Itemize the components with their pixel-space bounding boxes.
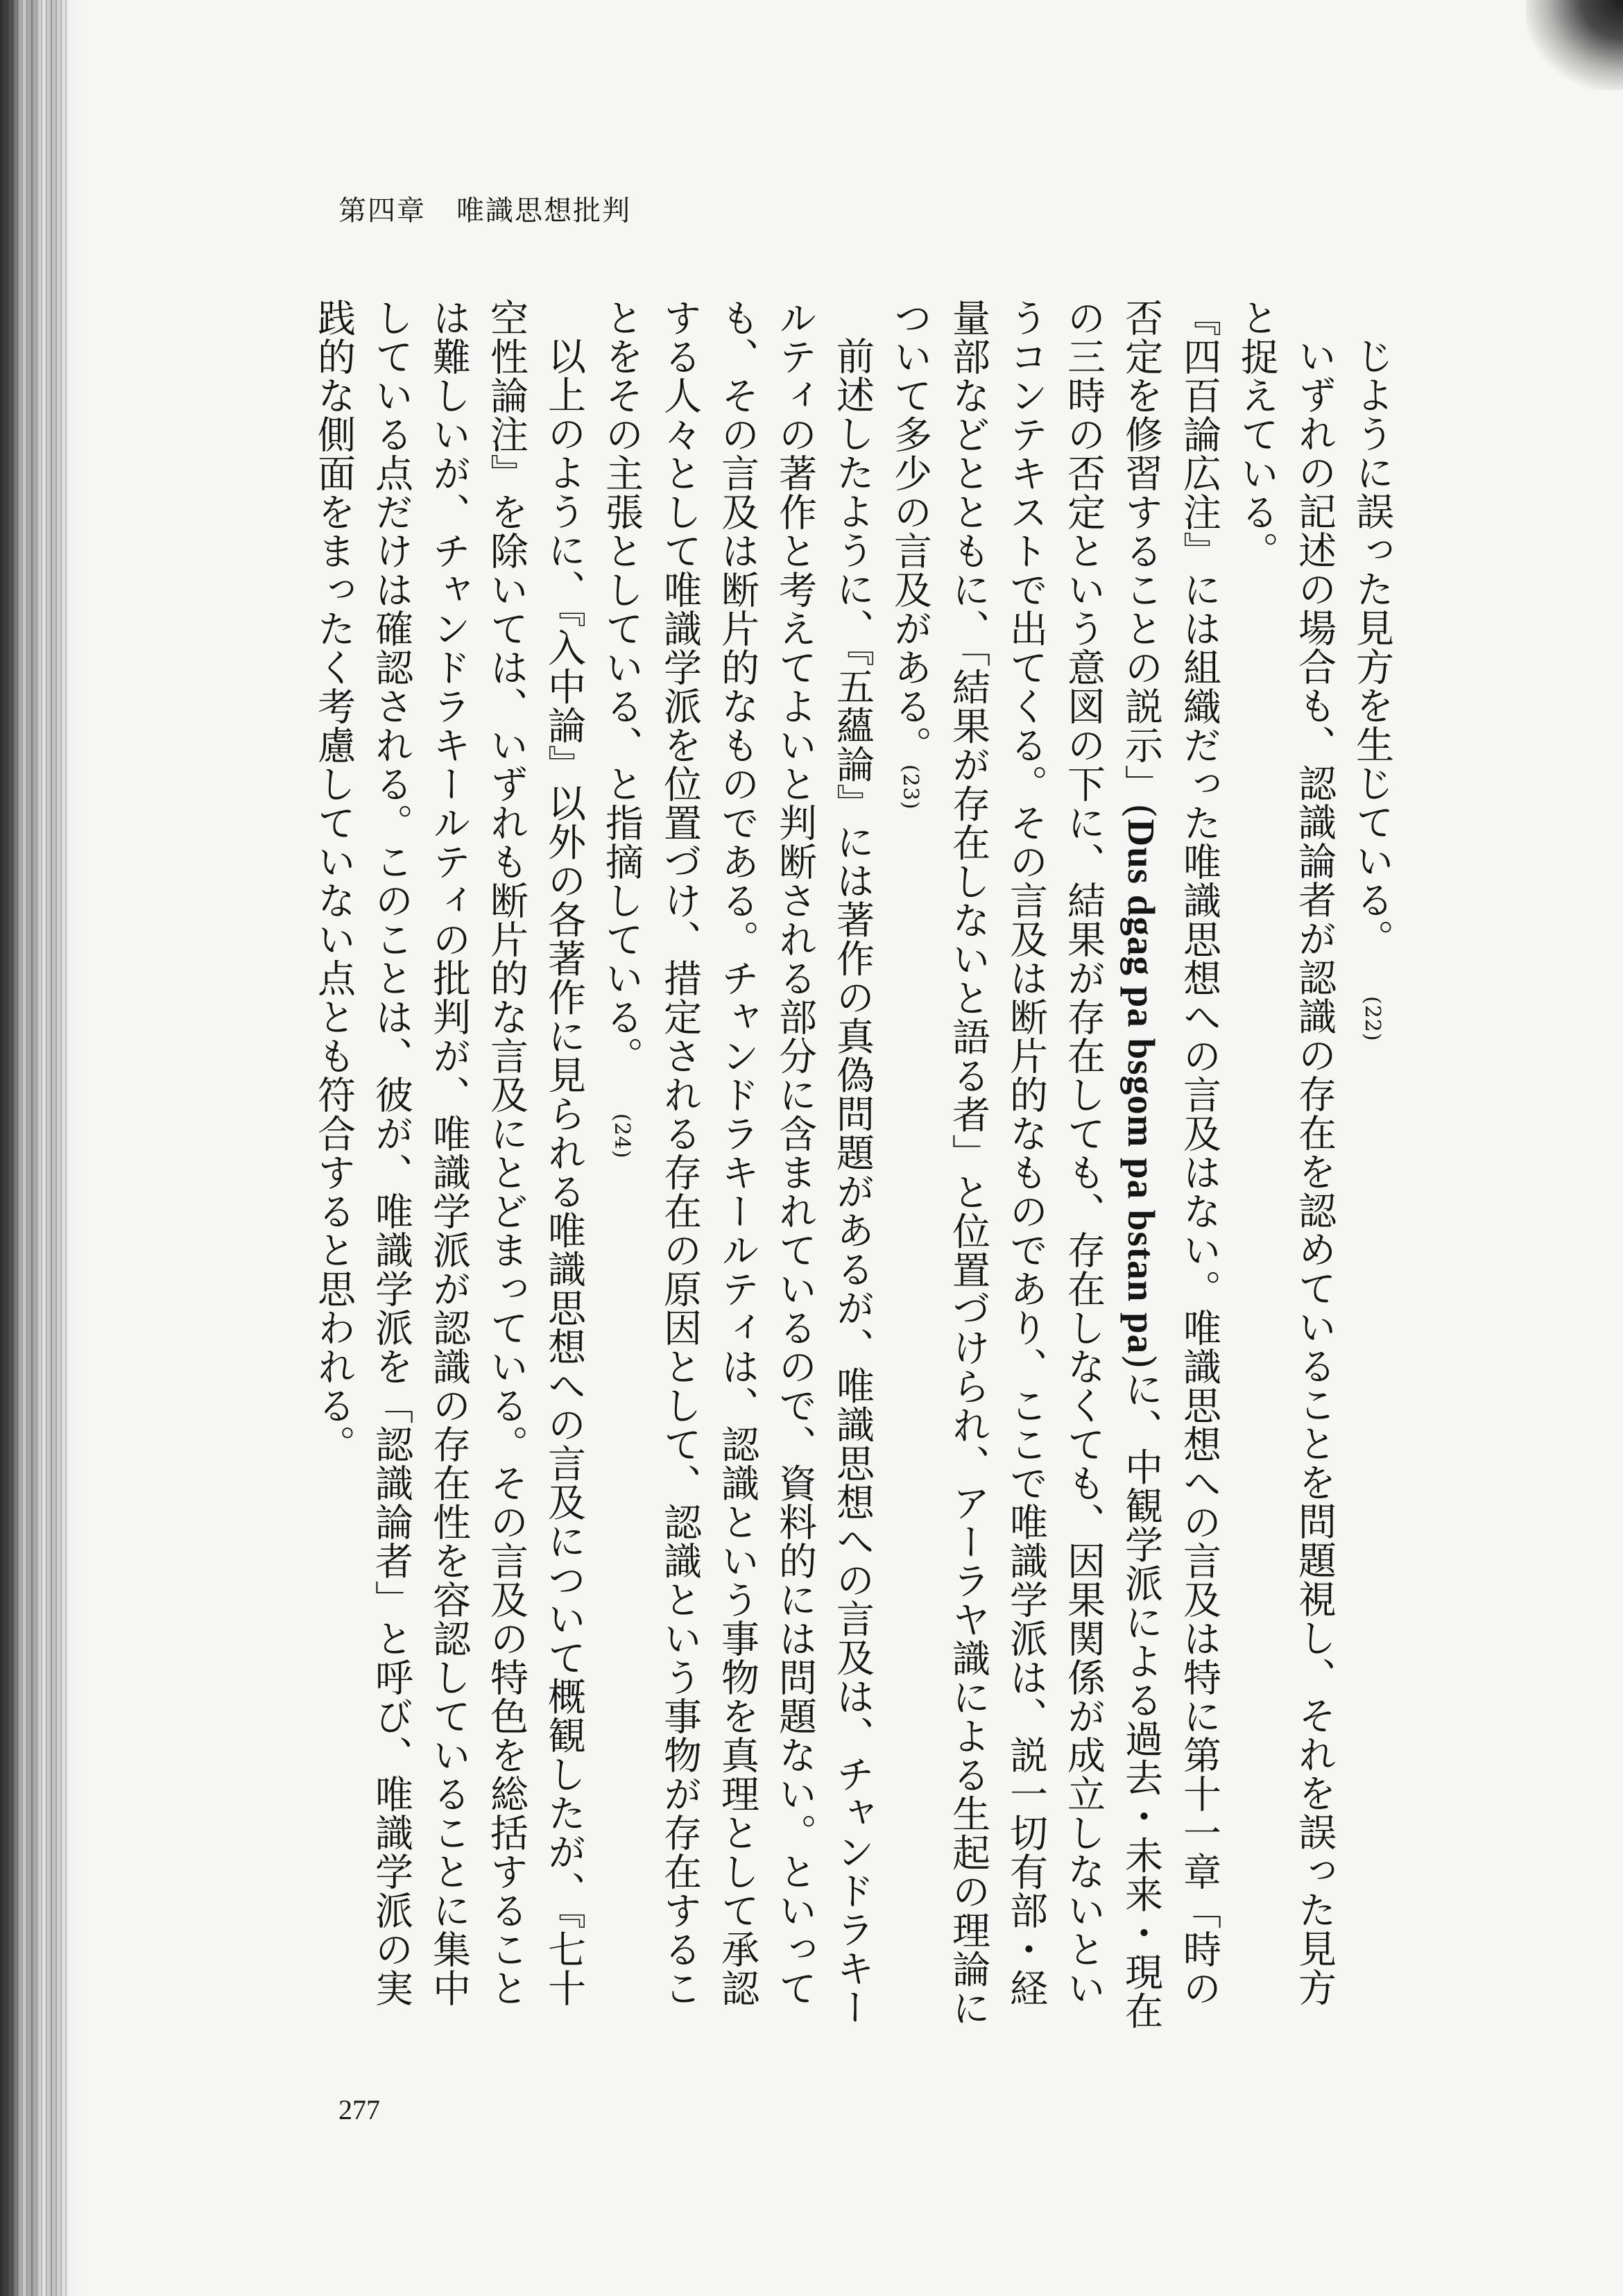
paragraph-text: じように誤った見方を生じている。: [1350, 336, 1394, 958]
paragraph: [304, 298, 592, 2032]
footnote-marker: (24): [610, 1113, 634, 1159]
paragraph: [592, 298, 881, 2032]
tibetan-title: Dus dgag pa bsgom pa bstan pa: [1120, 819, 1162, 1355]
binding-edge-lines: [7, 0, 69, 2296]
chapter-label: 第四章: [338, 195, 426, 227]
paragraph-text: )に、中観学派による過去・未来・現在の三時の否定という意図の下に、結果が存在しても、存在しなくても、因果関係が成立しないというコンテキストで出てくる。その言及は断片的なものであり、ここで唯識学派は、説一切有部・経量部などとともに、「結果が存在しないと語る者」と位置づけられ、アーラヤ識による生起の理論について多少の言及がある。: [888, 298, 1163, 2030]
paragraph-text: 前述したように、『五蘊論』には著作の真偽問題があるが、唯識思想への言及は、チャンドラキールティの著作と考えてよいと判断される部分に含まれているので、資料的には問題ない。といっても、その言及は断片的なものである。チャンドラキールティは、認識という事物を真理として承認する人々として唯識学派を位置づけ、措定される存在の原因として、認識という事物が存在することをその主張としている、と指摘している。: [599, 298, 875, 2027]
footnote-marker: (23): [898, 764, 922, 810]
paragraph-text: 以上のように、『入中論』以外の各著作に見られる唯識思想への言及について概観したが、『七十空性論注』を除いては、いずれも断片的な言及にとどまっている。その言及の特色を総括することは難しいが、チャンドラキールティの批判が、唯識学派が認識の存在性を容認していることに集中している点だけは確認される。このことは、彼が、唯識学派を「認識論者」と呼び、唯識学派の実践的な側面をまったく考慮していない点とも符合すると思われる。: [311, 298, 586, 2007]
paragraph: [881, 298, 1228, 2032]
page-number: 277: [338, 2094, 380, 2125]
paragraph: [1228, 298, 1343, 2032]
section-title: 唯識思想批判: [456, 195, 631, 227]
running-head: [338, 189, 699, 230]
paragraph-text: 『四百論広注』には組織だった唯識思想への言及はない。唯識思想への言及は特に第十一章「時の否定を修習することの説示」(: [1119, 298, 1221, 2007]
paragraph: [1343, 298, 1401, 2032]
body-text: [304, 298, 1401, 2032]
scan-corner-shadow: [1526, 0, 1623, 90]
paragraph-text: いずれの記述の場合も、認識論者が認識の存在を認めていることを問題視し、それを誤った見方と捉えている。: [1235, 298, 1337, 2007]
footnote-marker: (22): [1360, 996, 1384, 1042]
